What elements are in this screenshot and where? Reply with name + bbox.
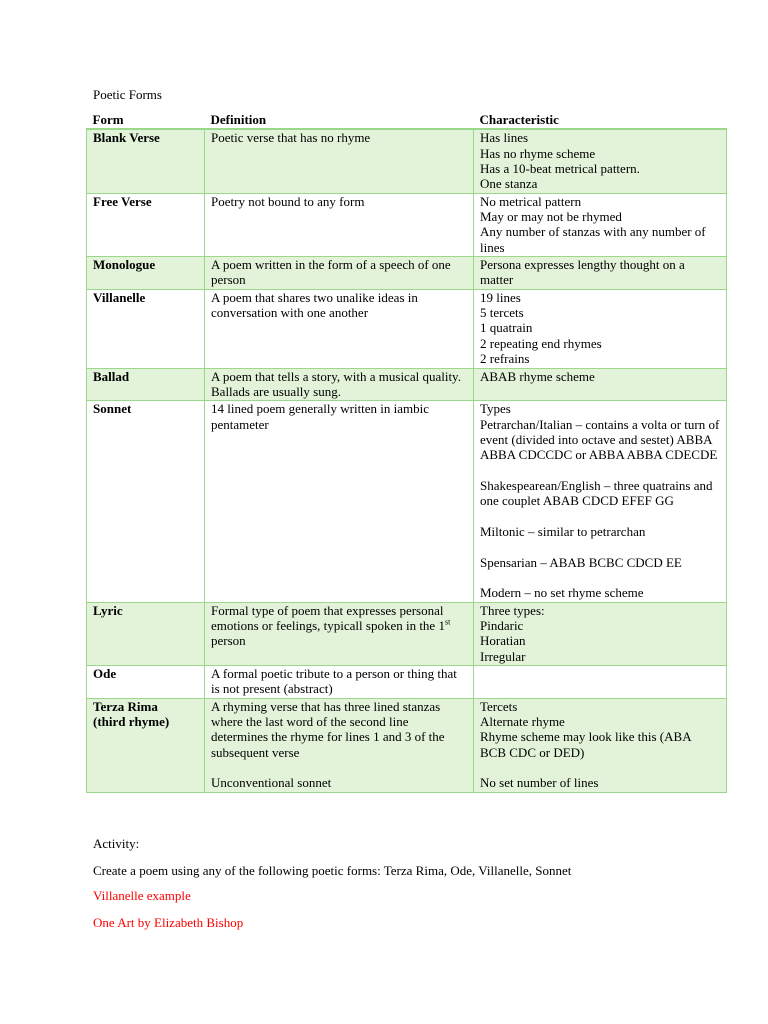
characteristic-cell: Types Petrarchan/Italian – contains a volta or turn of event (divided into octave and sestet) ABBA ABBA CDCCDC or ABBA ABBA CDECDE Shakespearean/English – three quatrains and one couplet ABAB CDCD EFEF GG Miltonic – similar to petrarchan Spensarian – ABAB BCBC CDCD EE Modern – no set rhyme scheme [474, 401, 727, 602]
form-cell: Ode [87, 666, 205, 699]
definition-cell: A poem written in the form of a speech of one person [205, 257, 474, 290]
table-row [87, 666, 727, 699]
table-row [87, 401, 727, 602]
form-cell: Villanelle [87, 289, 205, 368]
table-row [87, 289, 727, 368]
table-row [87, 257, 727, 290]
definition-cell: Poetry not bound to any form [205, 193, 474, 256]
activity-label: Activity: [93, 836, 140, 851]
form-cell: Blank Verse [87, 129, 205, 193]
characteristic-cell: Has lines Has no rhyme scheme Has a 10-beat metrical pattern. One stanza [474, 129, 727, 193]
table-row [87, 602, 727, 665]
definition-cell: A poem that tells a story, with a musical quality. Ballads are usually sung. [205, 368, 474, 401]
characteristic-cell: No metrical pattern May or may not be rhymed Any number of stanzas with any number of lines [474, 193, 727, 256]
form-cell: Sonnet [87, 401, 205, 602]
header-definition: Definition [210, 112, 267, 127]
definition-cell: A rhyming verse that has three lined stanzas where the last word of the second line determines the rhyme for lines 1 and 3 of the subsequent verse Unconventional sonnet [205, 698, 474, 792]
characteristic-cell: Persona expresses lengthy thought on a matter [474, 257, 727, 290]
header-characteristic: Characteristic [479, 112, 559, 127]
table-row [87, 698, 727, 792]
definition-cell: 14 lined poem generally written in iambic pentameter [205, 401, 474, 602]
characteristic-cell [474, 666, 727, 699]
definition-text: Formal type of poem that expresses personal emotions or feelings, typicall spoken in the 1 [211, 602, 445, 633]
table-row [87, 368, 727, 401]
form-cell: Ballad [87, 368, 205, 401]
activity-instructions: Create a poem using any of the following poetic forms: Terza Rima, Ode, Villanelle, Sonnet [93, 863, 572, 878]
form-cell: Free Verse [87, 193, 205, 256]
definition-text: person [211, 633, 246, 649]
page-title: Poetic Forms [93, 87, 162, 102]
table-header-row [87, 112, 727, 129]
definition-cell: Poetic verse that has no rhyme [205, 129, 474, 193]
table-row [87, 193, 727, 256]
characteristic-cell: ABAB rhyme scheme [474, 368, 727, 401]
villanelle-example-link[interactable]: Villanelle example [93, 888, 191, 903]
one-art-link[interactable]: One Art by Elizabeth Bishop [93, 915, 244, 930]
poetic-forms-table [86, 112, 727, 793]
superscript: st [444, 617, 451, 627]
form-cell: Lyric [87, 602, 205, 665]
definition-cell [205, 602, 474, 665]
characteristic-cell: Three types: Pindaric Horatian Irregular [474, 602, 727, 665]
header-form: Form [92, 112, 124, 127]
definition-cell: A poem that shares two unalike ideas in conversation with one another [205, 289, 474, 368]
definition-cell: A formal poetic tribute to a person or thing that is not present (abstract) [205, 666, 474, 699]
form-cell: Monologue [87, 257, 205, 290]
form-cell: Terza Rima (third rhyme) [87, 698, 205, 792]
characteristic-cell: 19 lines 5 tercets 1 quatrain 2 repeating end rhymes 2 refrains [474, 289, 727, 368]
characteristic-cell: Tercets Alternate rhyme Rhyme scheme may look like this (ABA BCB CDC or DED) No set number of lines [474, 698, 727, 792]
table-row [87, 129, 727, 193]
